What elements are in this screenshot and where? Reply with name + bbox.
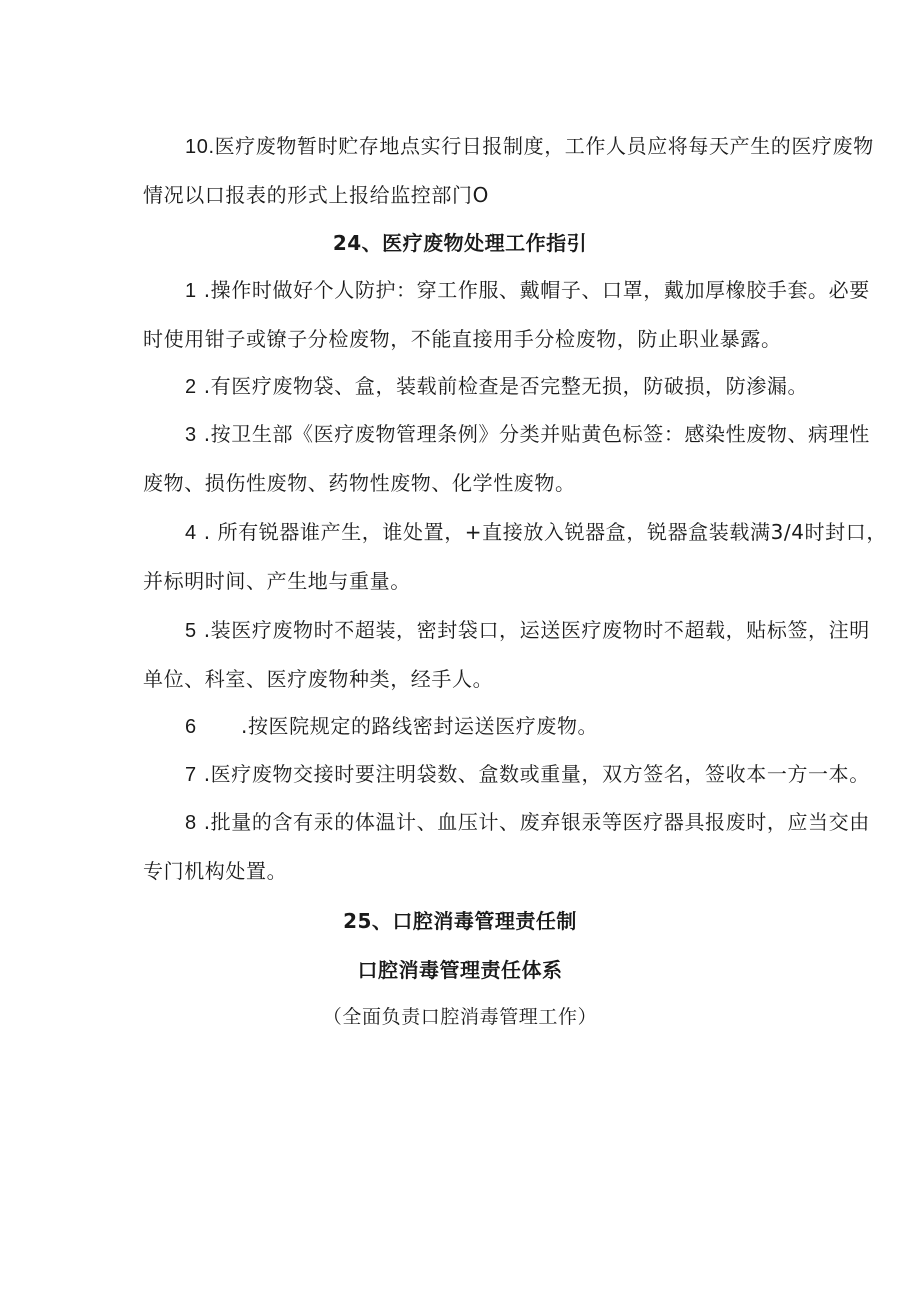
item-24-2	[143, 362, 888, 411]
paragraph-number: 10.	[185, 136, 215, 158]
item-text: .装医疗废物时不超装，密封袋口，运送医疗废物时不超载，贴标签，注明单位、科室、医疗废物种类，经手人。	[143, 618, 870, 691]
item-number: 5	[185, 620, 197, 642]
responsibility-system-title: 口腔消毒管理责任体系	[357, 958, 563, 982]
item-24-8	[143, 798, 888, 895]
item-24-1	[143, 266, 888, 363]
item-24-5	[143, 606, 888, 703]
item-text: .有医疗废物袋、盒，装载前检查是否完整无损，防破损，防渗漏。	[196, 374, 809, 398]
item-text: . 所有锐器谁产生，谁处置，+直接放入锐器盒，锐器盒装载满3/4时封口，并标明时间、产生地与重量。	[143, 520, 887, 593]
section-24-title: 24、医疗废物处理工作指引	[332, 231, 588, 255]
item-24-6	[143, 702, 888, 751]
paragraph-10	[143, 122, 888, 219]
section-25-title: 25、口腔消毒管理责任制	[343, 909, 577, 933]
item-number: 1	[185, 280, 197, 302]
item-text: .按卫生部《医疗废物管理条例》分类并贴黄色标签：感染性废物、病理性废物、损伤性废物、药物性废物、化学性废物。	[143, 422, 870, 495]
item-text: .操作时做好个人防护：穿工作服、戴帽子、口罩，戴加厚橡胶手套。必要时使用钳子或镣子分检废物，不能直接用手分检废物，防止职业暴露。	[143, 278, 870, 351]
item-number: 3	[185, 424, 197, 446]
item-text: .医疗废物交接时要注明袋数、盒数或重量，双方签名，签收本一方一本。	[196, 762, 870, 786]
item-text: .按医院规定的路线密封运送医疗废物。	[241, 714, 599, 738]
item-24-7	[143, 750, 888, 799]
item-text: .批量的含有汞的体温计、血压计、废弃银汞等医疗器具报废时，应当交由专门机构处置。	[143, 810, 870, 883]
item-number: 2	[185, 376, 197, 398]
item-number: 4	[185, 522, 197, 544]
item-number: 8	[185, 812, 197, 834]
item-number: 7	[185, 764, 197, 786]
item-24-4	[143, 508, 888, 605]
paragraph-text: 医疗废物暂时贮存地点实行日报制度，工作人员应将每天产生的医疗废物情况以口报表的形式上报给监控部门O	[143, 134, 874, 207]
responsibility-system-note: （全面负责口腔消毒管理工作）	[322, 1006, 598, 1028]
item-24-3	[143, 410, 888, 507]
item-number: 6	[185, 716, 197, 738]
